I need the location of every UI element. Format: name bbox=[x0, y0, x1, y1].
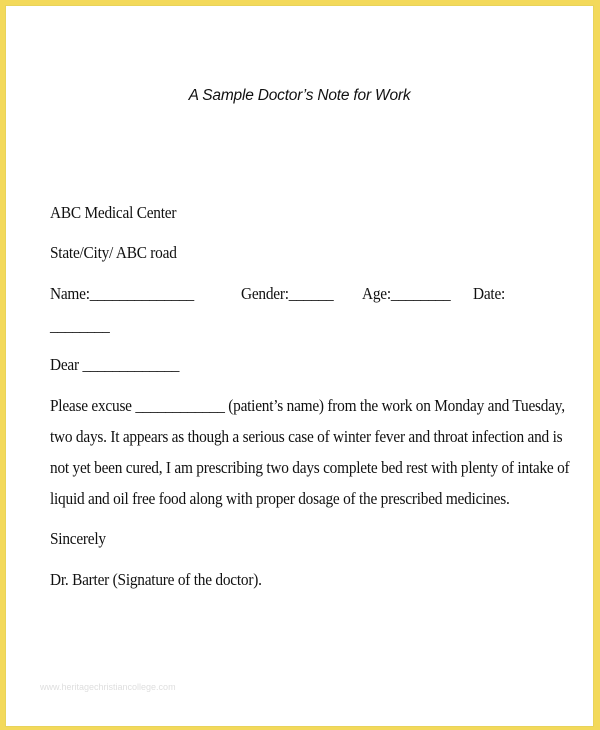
document-page bbox=[5, 5, 594, 727]
body-line: not yet been cured, I am prescribing two days complete bed rest with plenty of intake of bbox=[50, 458, 570, 477]
clinic-address: State/City/ ABC road bbox=[50, 243, 177, 262]
gender-field: Gender:______ bbox=[241, 284, 334, 303]
signature: Dr. Barter (Signature of the doctor). bbox=[50, 570, 262, 589]
body-line: two days. It appears as though a serious case of winter fever and throat infection and is bbox=[50, 427, 563, 446]
date-field: Date: bbox=[473, 284, 506, 303]
watermark: www.heritagechristiancollege.com bbox=[40, 682, 176, 692]
age-field: Age:________ bbox=[362, 284, 451, 303]
name-field: Name:______________ bbox=[50, 284, 194, 303]
body-line: liquid and oil free food along with proper dosage of the prescribed medicines. bbox=[50, 489, 510, 508]
document-title: A Sample Doctor’s Note for Work bbox=[188, 87, 411, 104]
clinic-name: ABC Medical Center bbox=[50, 203, 177, 222]
body-line: Please excuse ____________ (patient’s name) from the work on Monday and Tuesday, bbox=[50, 396, 565, 415]
closing: Sincerely bbox=[50, 529, 106, 548]
salutation: Dear _____________ bbox=[50, 355, 180, 374]
date-blank: ________ bbox=[50, 316, 110, 335]
